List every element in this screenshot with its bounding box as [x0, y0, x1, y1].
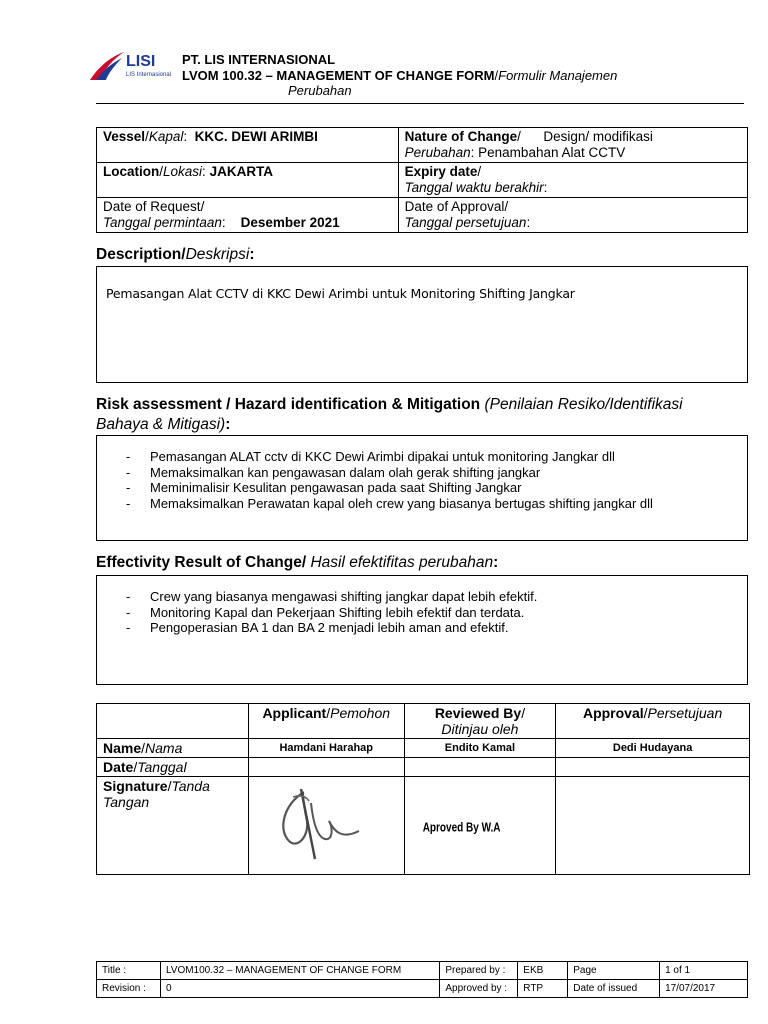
- reviewed-header-id: Ditinjau oleh: [441, 721, 519, 737]
- approver-signature: [556, 777, 750, 875]
- description-heading-id: Deskripsi: [185, 246, 250, 263]
- footer-prepared-label: Prepared by :: [440, 962, 518, 980]
- description-heading: Description/Deskripsi:: [96, 246, 255, 263]
- reviewed-header-en: Reviewed By: [434, 705, 522, 721]
- vessel-label: Vessel: [103, 129, 146, 144]
- description-box: [96, 266, 748, 383]
- applicant-header-en: Applicant: [262, 705, 327, 721]
- applicant-header: Applicant/Pemohon: [248, 704, 404, 739]
- nature-label: Nature of Change: [404, 129, 518, 144]
- approval-table: [96, 703, 750, 875]
- risk-heading-en: Risk assessment / Hazard identification & Mitigation: [96, 396, 481, 413]
- logo-text: LISI: [126, 53, 156, 70]
- name-label-en: Name: [103, 740, 142, 756]
- footer-table: [96, 961, 748, 998]
- risk-list: [126, 449, 653, 511]
- list-item: - Monitoring Kapal dan Pekerjaan Shifting lebih efektif dan terdata.: [126, 605, 537, 621]
- date-row-label: Date/Tanggal: [97, 758, 249, 777]
- nature-label-id: Perubahan: [404, 145, 471, 160]
- list-item: - Crew yang biasanya mengawasi shifting jangkar dapat lebih efektif.: [126, 589, 537, 605]
- effectivity-list: [126, 589, 537, 636]
- expiry-cell: Expiry date/ Tanggal waktu berakhir:: [398, 163, 747, 198]
- vessel-info-table: [96, 127, 748, 233]
- location-label-id: Lokasi: [163, 164, 203, 179]
- footer-approved-label: Approved by :: [440, 980, 518, 998]
- nature-cell: Nature of Change/ Design/ modifikasi Perubahan: Penambahan Alat CCTV: [398, 128, 747, 163]
- expiry-label-id: Tanggal waktu berakhir: [404, 180, 544, 195]
- company-name: PT. LIS INTERNASIONAL: [182, 52, 336, 67]
- footer-issued-label: Date of issued: [568, 980, 660, 998]
- reviewed-header: Reviewed By/ Ditinjau oleh: [404, 704, 556, 739]
- description-heading-en: Description: [96, 246, 182, 263]
- risk-heading-id: (Penilaian Resiko/Identifikasi Bahaya & Mitigasi): [96, 396, 683, 433]
- nature-value-2: Penambahan Alat CCTV: [478, 145, 626, 160]
- footer-title-label: Title :: [97, 962, 161, 980]
- list-item: - Pemasangan ALAT cctv di KKC Dewi Arimbi dipakai untuk monitoring Jangkar dll: [126, 449, 653, 465]
- handwritten-signature: [263, 781, 383, 871]
- footer-title-value: LVOM100.32 – MANAGEMENT OF CHANGE FORM: [160, 962, 439, 980]
- reviewer-approval-note: Aproved By W.A: [422, 821, 501, 835]
- reviewer-signature: [404, 777, 556, 875]
- vessel-label-id: Kapal: [148, 129, 184, 144]
- reviewer-date: [404, 758, 556, 777]
- approval-header-en: Approval: [582, 705, 644, 721]
- effectivity-heading: Effectivity Result of Change/ Hasil efektifitas perubahan:: [96, 554, 499, 571]
- approval-table-corner: [97, 704, 249, 739]
- approver-date: [556, 758, 750, 777]
- risk-heading: Risk assessment / Hazard identification & Mitigation (Penilaian Resiko/Identifikasi Bahaya & Mitigasi):: [96, 396, 683, 433]
- date-label-en: Date: [103, 759, 134, 775]
- footer-revision-label: Revision :: [97, 980, 161, 998]
- form-code-title: LVOM 100.32 – MANAGEMENT OF CHANGE FORM: [182, 68, 495, 83]
- expiry-label: Expiry date: [404, 164, 478, 179]
- signature-label-en: Signature: [103, 778, 168, 794]
- approver-name: Dedi Hudayana: [556, 739, 750, 758]
- request-cell: Date of Request/ Tanggal permintaan: Desember 2021: [97, 198, 399, 233]
- effectivity-heading-id: Hasil efektifitas perubahan: [310, 554, 494, 571]
- logo-subtext: LIS Internasional: [126, 72, 172, 78]
- form-title-id: Formulir Manajemen: [498, 68, 618, 83]
- nature-value: Design/ modifikasi: [543, 129, 653, 144]
- header-divider: [96, 103, 744, 104]
- request-label: Date of Request: [103, 199, 201, 214]
- vessel-cell: Vessel/Kapal: KKC. DEWI ARIMBI: [97, 128, 399, 163]
- approval-date-label-id: Tanggal persetujuan: [404, 215, 527, 230]
- description-text: Pemasangan Alat CCTV di KKC Dewi Arimbi untuk Monitoring Shifting Jangkar: [106, 286, 575, 301]
- signature-row-label: Signature/Tanda Tangan: [97, 777, 249, 875]
- footer-revision-value: 0: [160, 980, 439, 998]
- footer-issued-value: 17/07/2017: [660, 980, 748, 998]
- name-row-label: Name/Nama: [97, 739, 249, 758]
- location-cell: Location/Lokasi: JAKARTA: [97, 163, 399, 198]
- list-item: - Pengoperasian BA 1 dan BA 2 menjadi lebih aman and efektif.: [126, 620, 537, 636]
- footer-approved-value: RTP: [518, 980, 568, 998]
- list-item: - Memaksimalkan Perawatan kapal oleh crew yang biasanya bertugas shifting jangkar dll: [126, 496, 653, 512]
- location-label: Location: [103, 164, 160, 179]
- reviewer-name: Endito Kamal: [404, 739, 556, 758]
- company-logo: [88, 46, 180, 82]
- applicant-name: Hamdani Harahap: [248, 739, 404, 758]
- request-label-id: Tanggal permintaan: [103, 215, 222, 230]
- approval-date-label: Date of Approval: [404, 199, 505, 214]
- approval-header: Approval/Persetujuan: [556, 704, 750, 739]
- applicant-date: [248, 758, 404, 777]
- approval-date-cell: Date of Approval/ Tanggal persetujuan:: [398, 198, 747, 233]
- list-item: - Memaksimalkan kan pengawasan dalam olah gerak shifting jangkar: [126, 465, 653, 481]
- request-value: Desember 2021: [240, 215, 340, 230]
- signature-label-id: Tanda Tangan: [103, 778, 210, 810]
- form-title-id-continued: Perubahan: [288, 83, 352, 98]
- location-value: JAKARTA: [209, 164, 274, 179]
- applicant-signature: [248, 777, 404, 875]
- effectivity-heading-en: Effectivity Result of Change: [96, 554, 302, 571]
- form-title: LVOM 100.32 – MANAGEMENT OF CHANGE FORM/Formulir Manajemen: [182, 68, 618, 83]
- approval-header-id: Persetujuan: [647, 705, 723, 721]
- vessel-value: KKC. DEWI ARIMBI: [194, 129, 318, 144]
- footer-page-value: 1 of 1: [660, 962, 748, 980]
- footer-page-label: Page: [568, 962, 660, 980]
- applicant-header-id: Pemohon: [330, 705, 391, 721]
- date-label-id: Tanggal: [137, 759, 187, 775]
- list-item: - Meminimalisir Kesulitan pengawasan pada saat Shifting Jangkar: [126, 480, 653, 496]
- name-label-id: Nama: [145, 740, 183, 756]
- footer-prepared-value: EKB: [518, 962, 568, 980]
